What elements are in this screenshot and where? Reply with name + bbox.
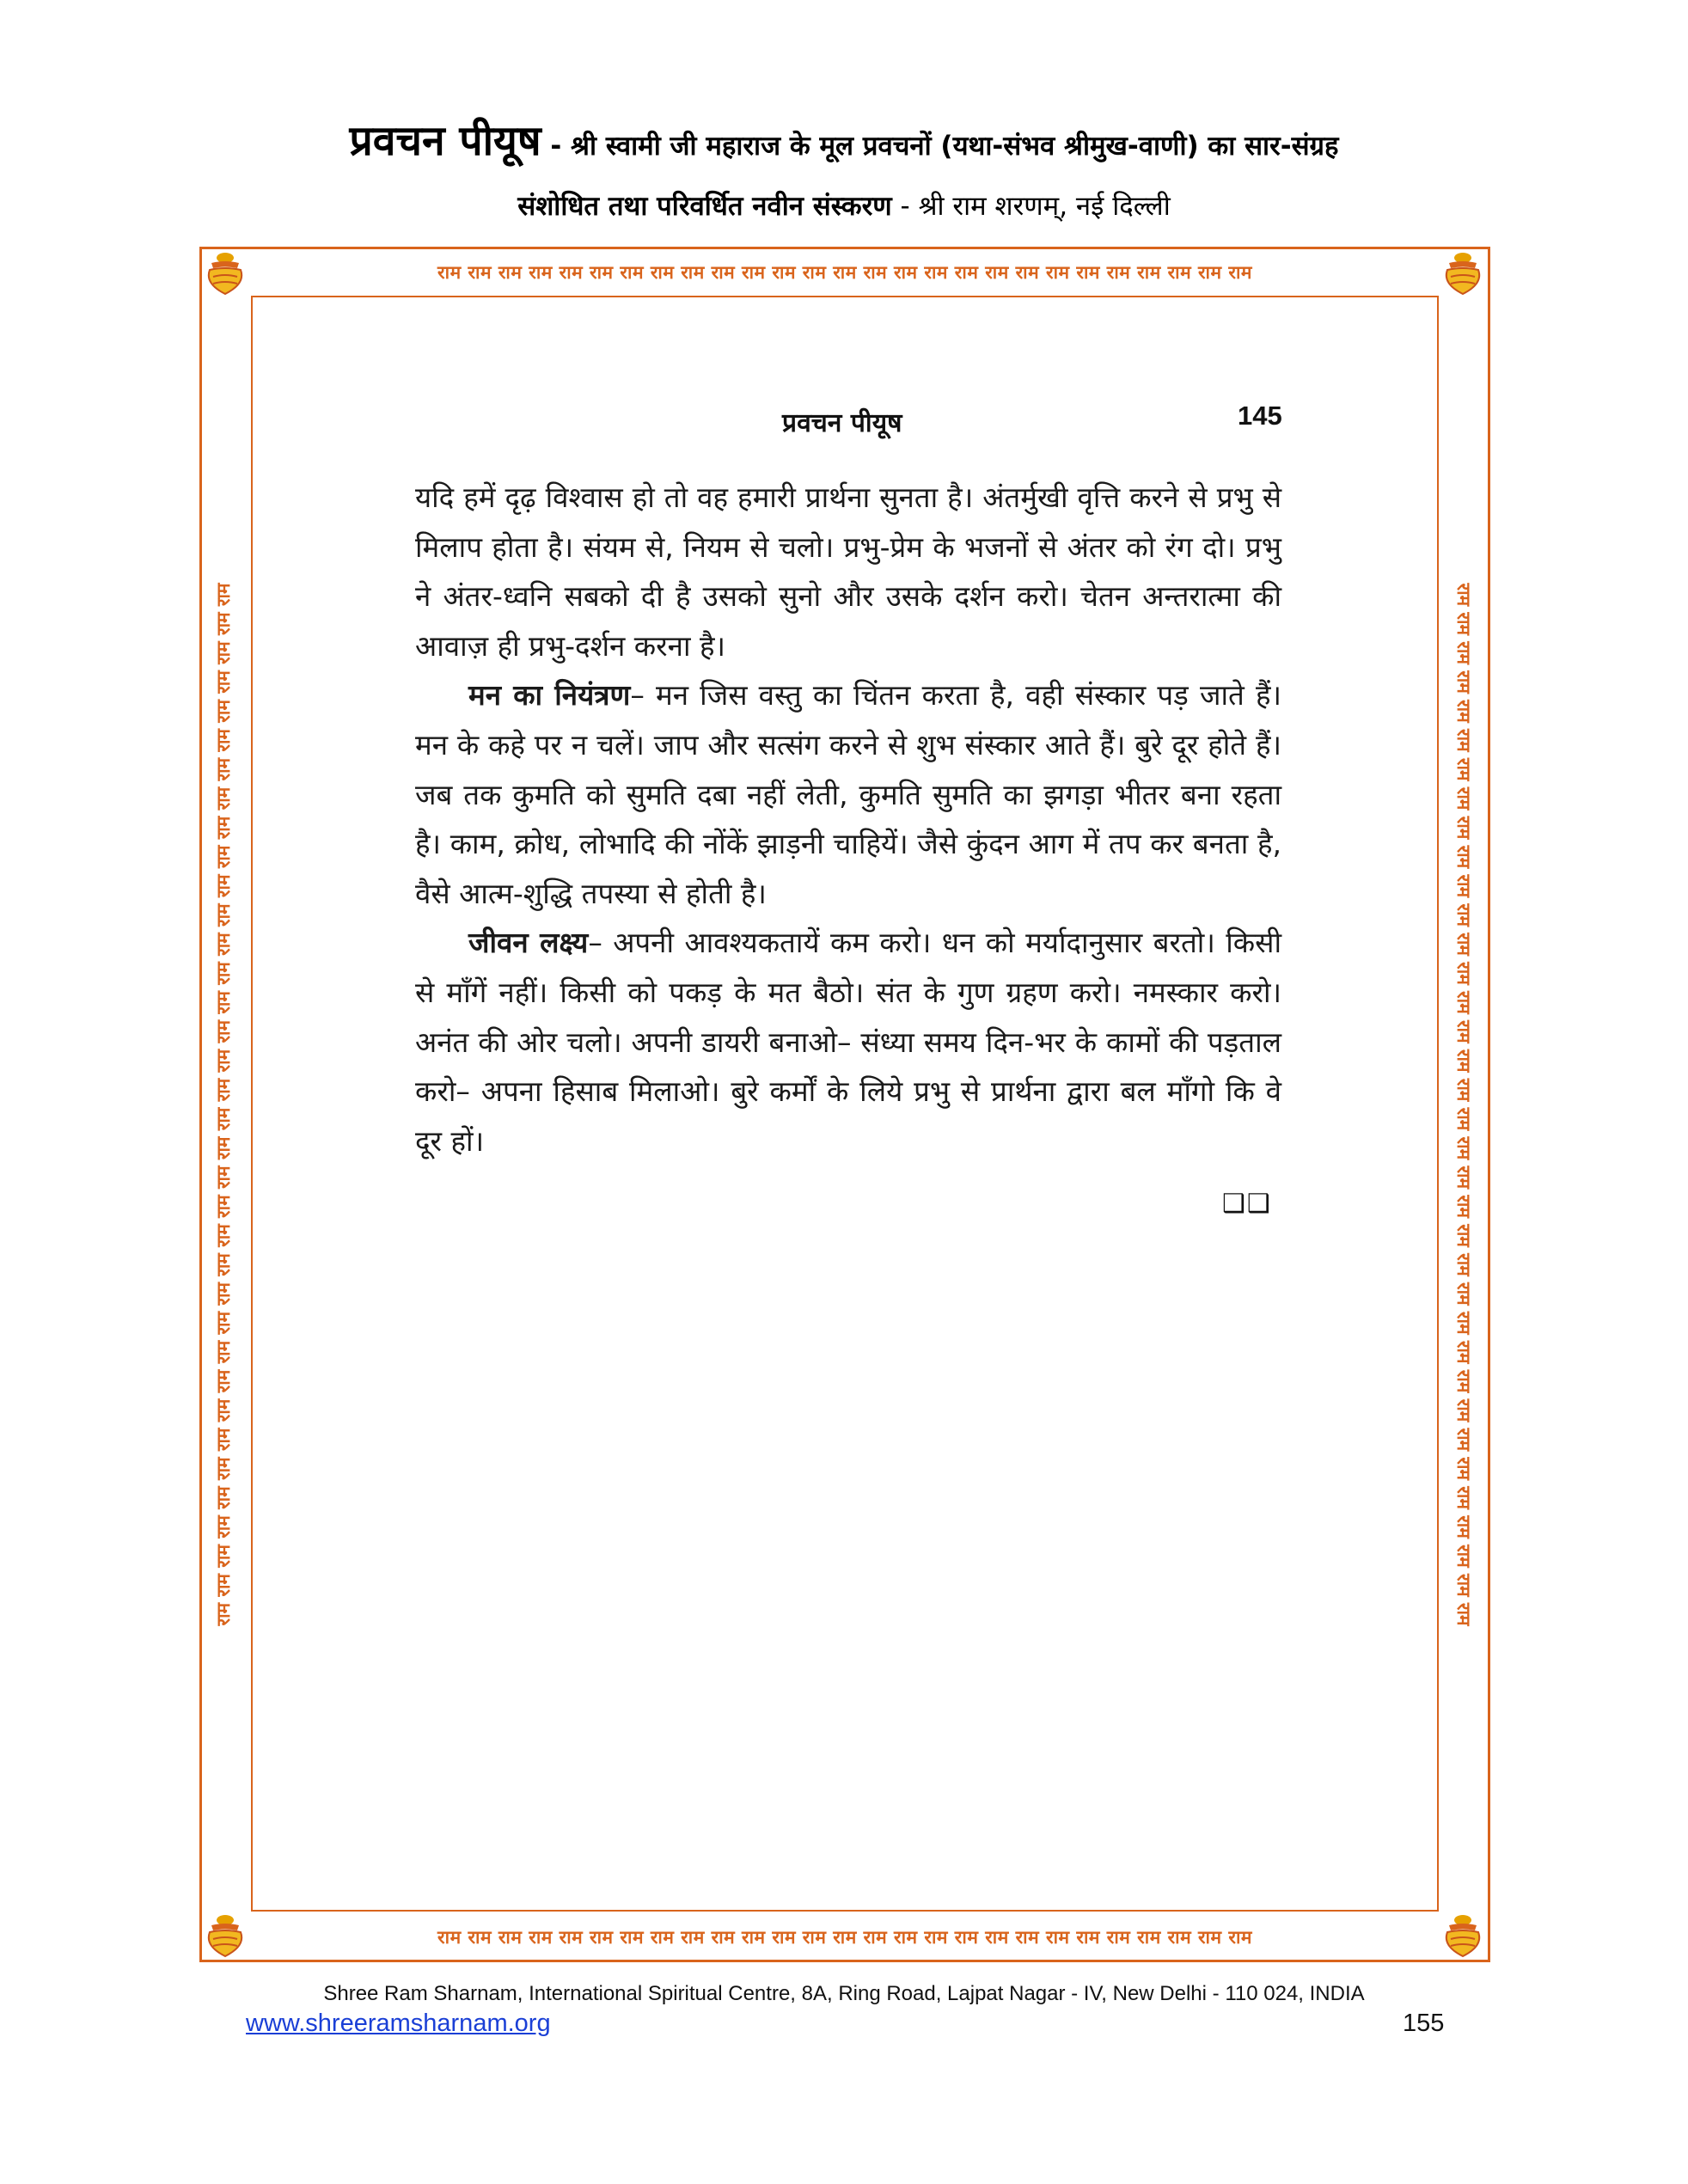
section-heading: जीवन लक्ष्य bbox=[468, 926, 589, 960]
book-title: प्रवचन पीयूष bbox=[349, 117, 541, 165]
ram-border-right: राम राम राम राम राम राम राम राम राम राम राम राम राम राम राम राम राम राम राम राम राम राम राम राम राम राम राम राम राम राम राम राम राम राम राम राम bbox=[1453, 583, 1474, 1626]
scanned-page-number: 145 bbox=[1238, 401, 1282, 431]
kalash-icon bbox=[203, 251, 248, 297]
end-mark: ❑❑ bbox=[1222, 1189, 1272, 1219]
document-subtitle bbox=[0, 187, 1688, 223]
edition-label: संशोधित तथा परिवर्धित नवीन संस्करण bbox=[517, 191, 892, 222]
paragraph bbox=[415, 670, 1281, 918]
section-heading: मन का नियंत्रण bbox=[468, 678, 631, 713]
kalash-icon bbox=[203, 1913, 248, 1960]
scanned-page-heading: प्रवचन पीयूष bbox=[782, 408, 902, 438]
publisher-label: - श्री राम शरणम्, नई दिल्ली bbox=[891, 191, 1171, 222]
footer-address: Shree Ram Sharnam, International Spiritual Centre, 8A, Ring Road, Lajpat Nagar - IV, New Delhi - 110 024, INDIA bbox=[323, 1982, 1365, 2005]
document-title bbox=[0, 112, 1688, 168]
paragraph-text: – अपनी आवश्यकतायें कम करो। धन को मर्यादानुसार बरतो। किसी से माँगें नहीं। किसी को पकड़ के मत बैठो। संत के गुण ग्रहण करो। नमस्कार करो। अनंत की ओर चलो। अपनी डायरी बनाओ– संध्या समय दिन-भर के कामों की पड़ताल करो– अपना हिसाब मिलाओ। बुरे कर्मों के लिये प्रभु से प्रार्थना द्वारा बल माँगो कि वे दूर हों। bbox=[415, 926, 1281, 1158]
ram-border-left: राम राम राम राम राम राम राम राम राम राम राम राम राम राम राम राम राम राम राम राम राम राम राम राम राम राम राम राम राम राम राम राम राम राम राम राम bbox=[213, 583, 234, 1626]
page-body bbox=[415, 473, 1281, 1165]
paragraph-text: – मन जिस वस्तु का चिंतन करता है, वही संस्कार पड़ जाते हैं। मन के कहे पर न चलें। जाप और सत्संग करने से शुभ संस्कार आते हैं। बुरे दूर होते हैं। जब तक कुमति को सुमति दबा नहीं लेती, कुमति सुमति का झगड़ा भीतर बना रहता है। काम, क्रोध, लोभादि की नोंकें झाड़नी चाहियें। जैसे कुंदन आग में तप कर बनता है, वैसे आत्म-शुद्धि तपस्या से होती है। bbox=[415, 678, 1281, 910]
footer-page-number: 155 bbox=[1403, 2010, 1445, 2037]
kalash-icon bbox=[1440, 251, 1485, 297]
website-link[interactable]: www.shreeramsharnam.org bbox=[246, 2010, 551, 2037]
paragraph bbox=[415, 918, 1281, 1165]
ram-border-bottom: राम राम राम राम राम राम राम राम राम राम राम राम राम राम राम राम राम राम राम राम राम राम राम राम राम राम राम bbox=[437, 1927, 1252, 1948]
kalash-icon bbox=[1440, 1913, 1485, 1960]
book-description: - श्री स्वामी जी महाराज के मूल प्रवचनों (यथा-संभव श्रीमुख-वाणी) का सार-संग्रह bbox=[541, 131, 1339, 162]
ram-border-top: राम राम राम राम राम राम राम राम राम राम राम राम राम राम राम राम राम राम राम राम राम राम राम राम राम राम राम bbox=[437, 262, 1252, 283]
paragraph: यदि हमें दृढ़ विश्वास हो तो वह हमारी प्रार्थना सुनता है। अंतर्मुखी वृत्ति करने से प्रभु से मिलाप होता है। संयम से, नियम से चलो। प्रभु-प्रेम के भजनों से अंतर को रंग दो। प्रभु ने अंतर-ध्वनि सबको दी है उसको सुनो और उसके दर्शन करो। चेतन अन्तरात्मा की आवाज़ ही प्रभु-दर्शन करना है। bbox=[415, 480, 1281, 663]
